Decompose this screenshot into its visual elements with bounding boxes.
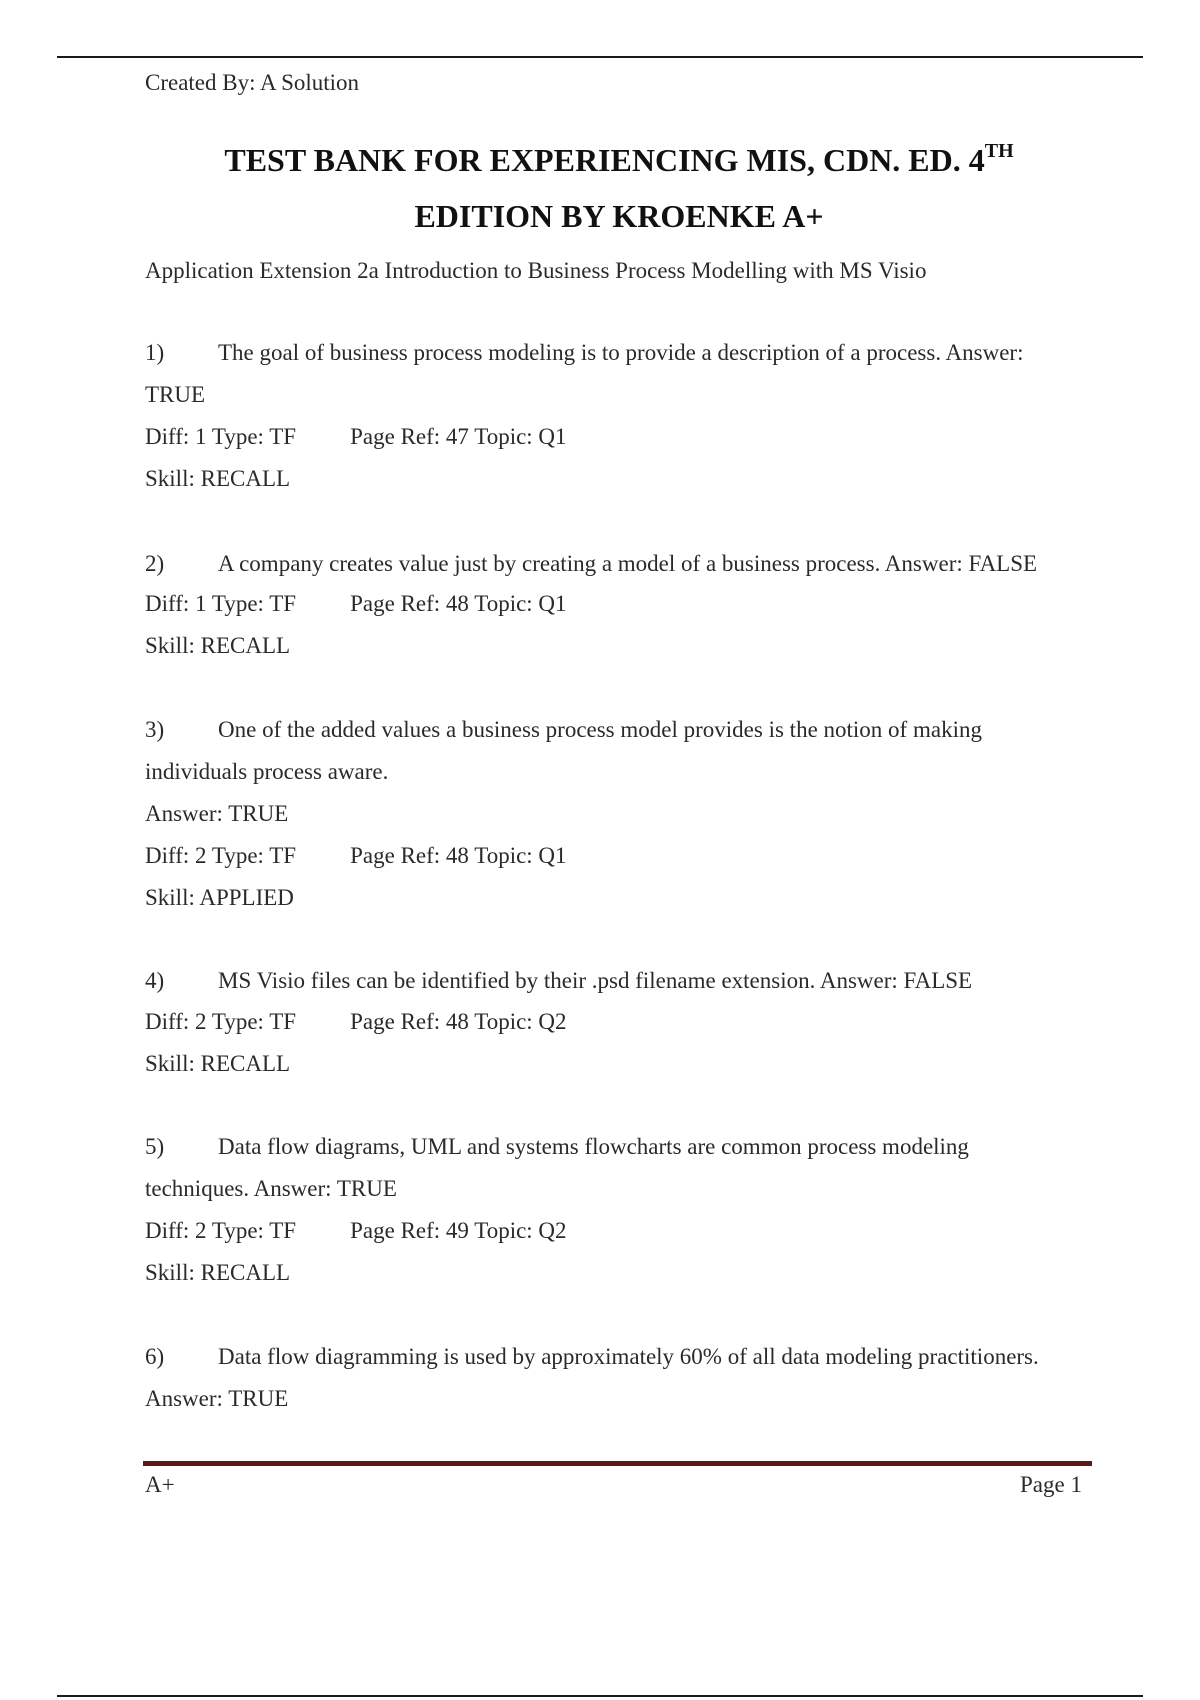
question-3-text: 3) One of the added values a business process model provides is the notion of making — [145, 717, 982, 742]
document-title-line-2: EDITION BY KROENKE A+ — [414, 198, 824, 234]
question-number: 3) — [145, 717, 165, 742]
question-number: 2) — [145, 551, 165, 576]
question-3-skill: Skill: APPLIED — [145, 885, 294, 910]
question-5-skill: Skill: RECALL — [145, 1260, 291, 1285]
question-number: 5) — [145, 1134, 165, 1159]
question-3-text-cont: individuals process aware. — [145, 759, 389, 784]
question-3-meta: Diff: 2 Type: TF Page Ref: 48 Topic: Q1 — [145, 843, 567, 868]
question-number: 4) — [145, 968, 165, 993]
bottom-rule — [57, 1695, 1143, 1697]
question-4-skill: Skill: RECALL — [145, 1051, 291, 1076]
question-6-text: 6) Data flow diagramming is used by approximately 60% of all data modeling practitioners. — [145, 1344, 1039, 1369]
question-3-answer: Answer: TRUE — [145, 801, 289, 826]
footer-rule — [143, 1461, 1092, 1466]
question-1-text-cont: TRUE — [145, 382, 206, 407]
question-1-text: 1) The goal of business process modeling is to provide a description of a process. Answer: — [145, 340, 1024, 365]
question-2-text: 2) A company creates value just by creating a model of a business process. Answer: FALSE — [145, 551, 1038, 576]
chapter-subtitle: Application Extension 2a Introduction to Business Process Modelling with MS Visio — [145, 258, 927, 283]
created-by-header: Created By: A Solution — [145, 70, 360, 95]
question-5-text-cont: techniques. Answer: TRUE — [145, 1176, 397, 1201]
title-superscript: TH — [984, 140, 1014, 162]
question-4-text: 4) MS Visio files can be identified by their .psd filename extension. Answer: FALSE — [145, 968, 973, 993]
question-1-meta: Diff: 1 Type: TF Page Ref: 47 Topic: Q1 — [145, 424, 567, 449]
question-4-meta: Diff: 2 Type: TF Page Ref: 48 Topic: Q2 — [145, 1009, 567, 1034]
question-6-answer: Answer: TRUE — [145, 1386, 289, 1411]
top-rule — [57, 56, 1143, 58]
page-number: Page 1 — [1020, 1472, 1082, 1497]
question-2-skill: Skill: RECALL — [145, 633, 291, 658]
question-1-skill: Skill: RECALL — [145, 466, 291, 491]
footer-left-text: A+ — [145, 1472, 175, 1497]
question-number: 1) — [145, 340, 165, 365]
question-5-meta: Diff: 2 Type: TF Page Ref: 49 Topic: Q2 — [145, 1218, 567, 1243]
question-5-text: 5) Data flow diagrams, UML and systems flowcharts are common process modeling — [145, 1134, 969, 1159]
document-title-line-1: TEST BANK FOR EXPERIENCING MIS, CDN. ED. 4TH — [224, 140, 1014, 178]
question-2-meta: Diff: 1 Type: TF Page Ref: 48 Topic: Q1 — [145, 591, 567, 616]
question-number: 6) — [145, 1344, 165, 1369]
